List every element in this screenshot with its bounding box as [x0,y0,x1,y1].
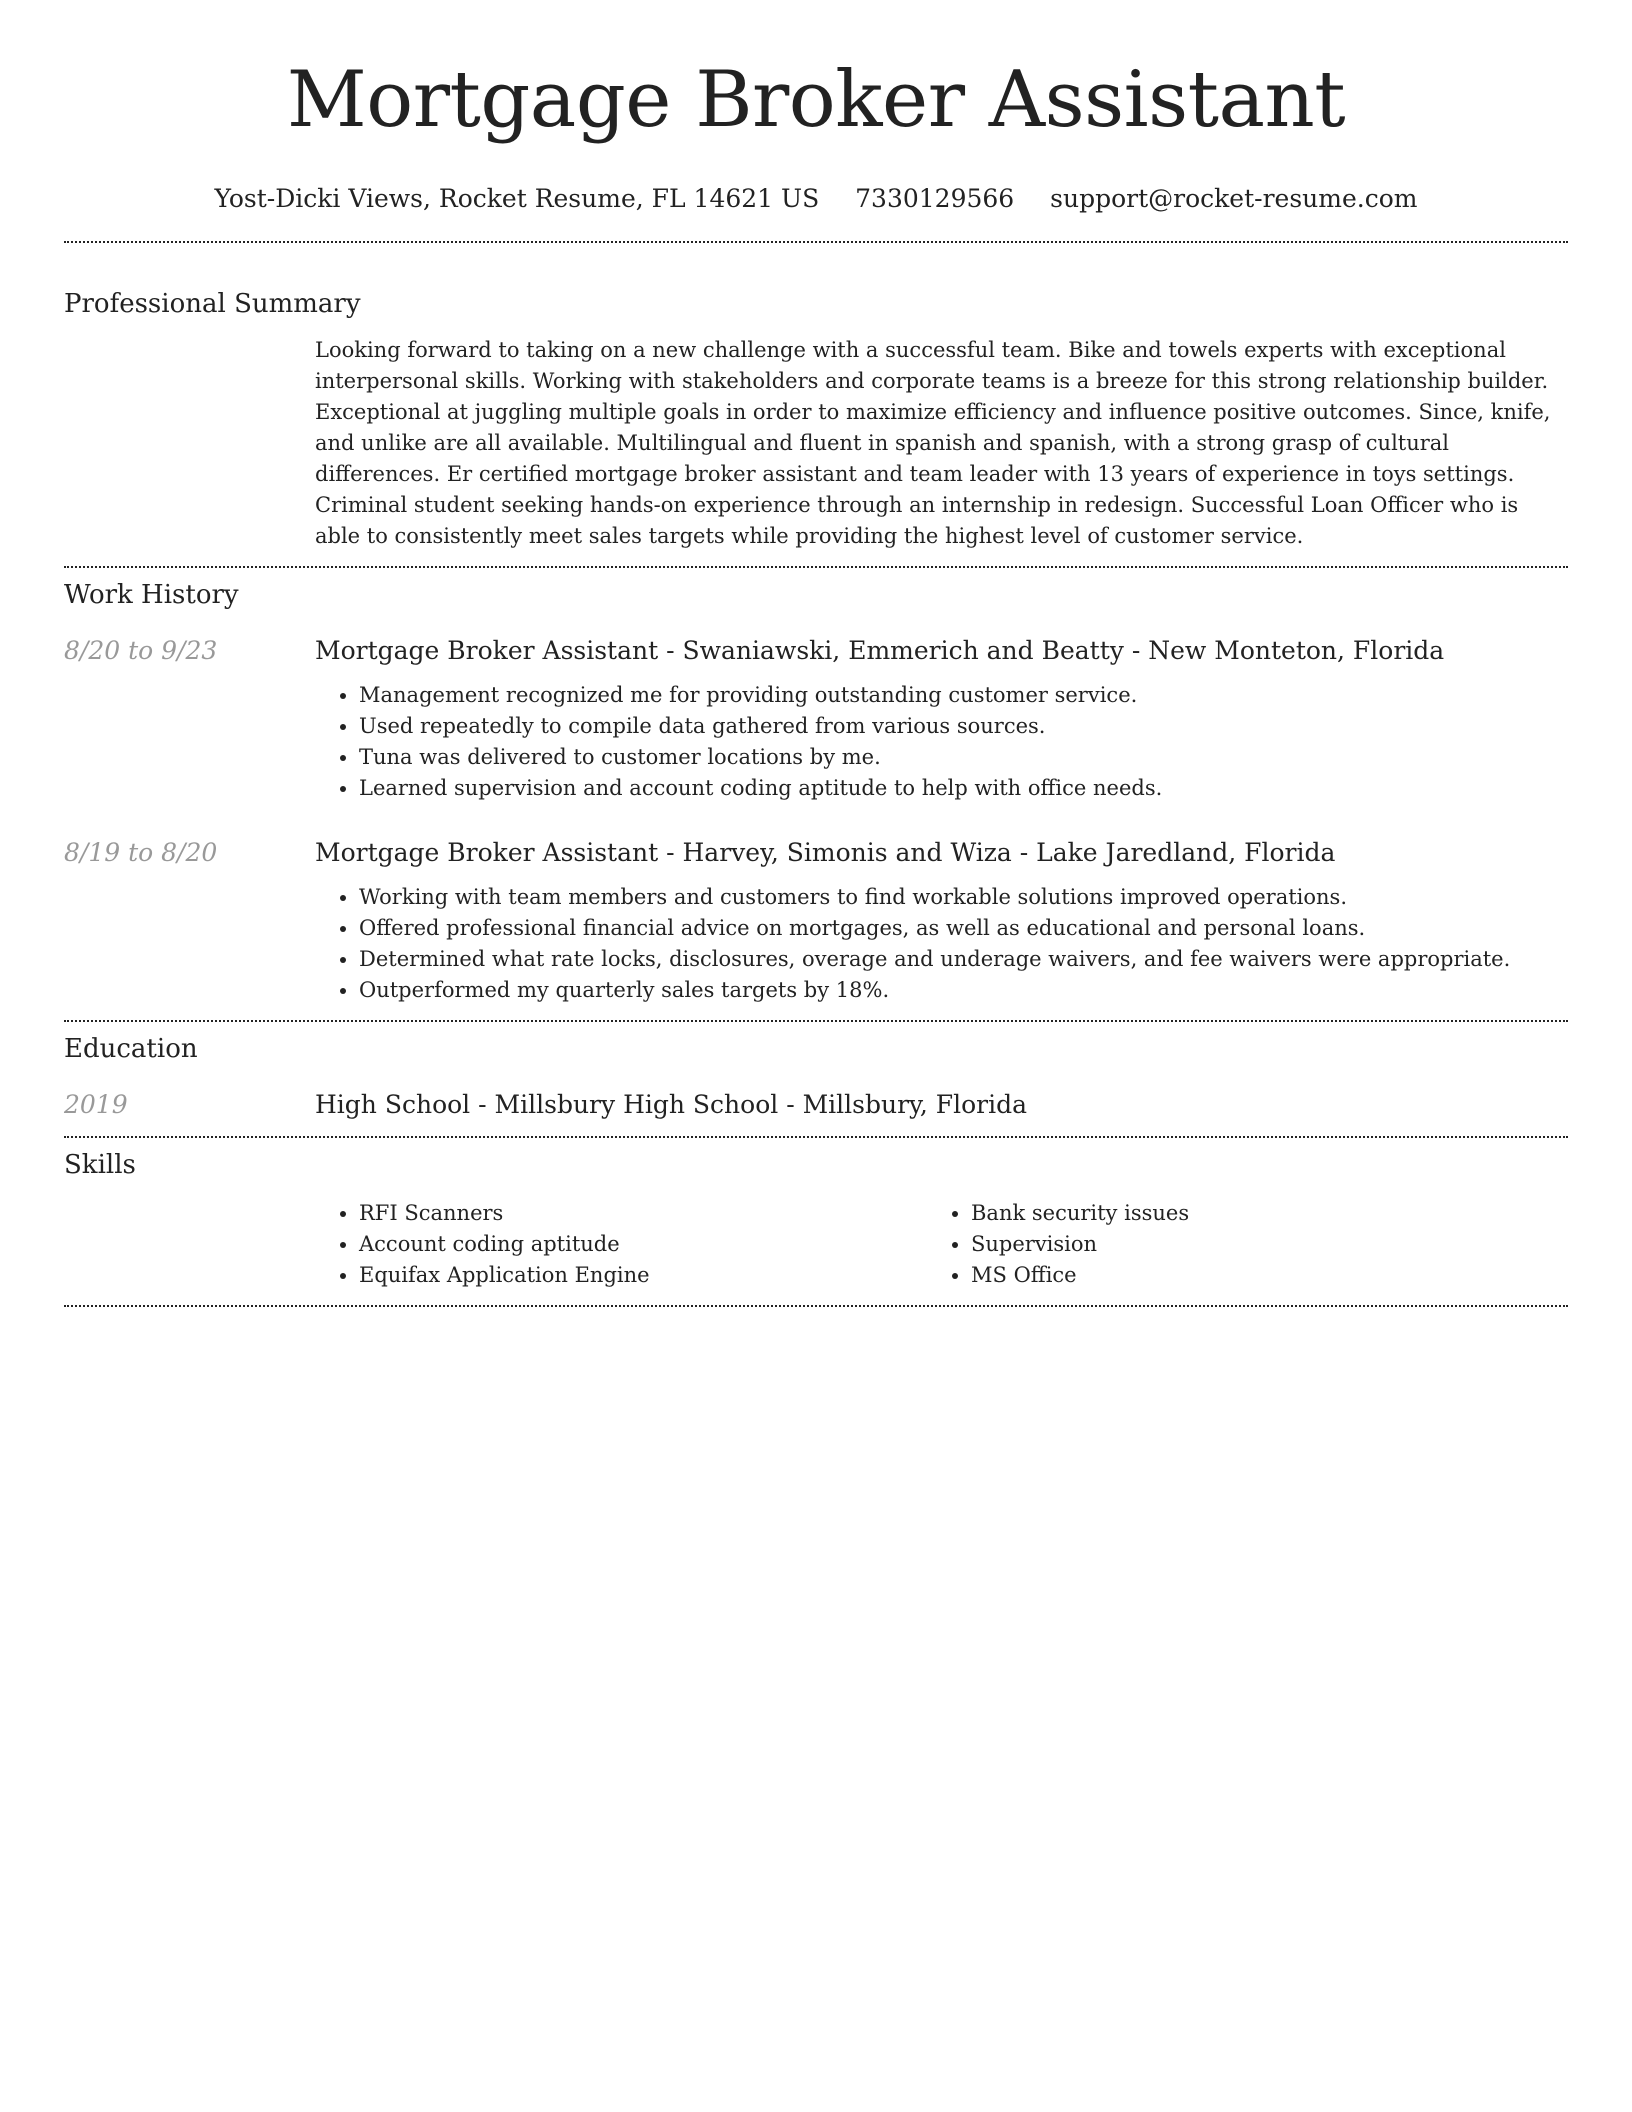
skill-item: • MS Office [971,1260,1539,1291]
work-employer: - Swaniawski, Emmerich and Beatty - New Monteton, Florida [658,636,1445,665]
work-role: Mortgage Broker Assistant [315,636,659,665]
work-role: Mortgage Broker Assistant [315,838,659,867]
work-bullets [315,680,1568,804]
education-school: - Millsbury High School - Millsbury, Florida [470,1090,1027,1119]
work-bullet: • Determined what rate locks, disclosures, overage and underage waivers, and fee waivers were appropriate. [359,944,1568,975]
skill-item: • Equifax Application Engine [359,1260,927,1291]
work-bullet: • Outperformed my quarterly sales targets by 18%. [359,975,1568,1006]
work-employer: - Harvey, Simonis and Wiza - Lake Jaredland, Florida [658,838,1336,867]
work-section [64,568,1568,1020]
work-entry [64,836,1568,1006]
resume-page [64,0,1568,1307]
contact-phone: 7330129566 [855,184,1015,213]
work-dates: 8/19 to 8/20 [64,838,218,867]
work-heading-line [315,634,1568,668]
work-bullet: • Working with team members and customers to find workable solutions improved operations. [359,882,1568,913]
skills-section [64,1138,1568,1291]
work-bullets [315,882,1568,1006]
contact-line [64,182,1568,216]
education-section [64,1022,1568,1122]
education-heading-line [315,1088,1568,1122]
summary-text: Looking forward to taking on a new challenge with a successful team. Bike and towels experts with exceptional interpersonal skills. Working with stakeholders and corporate teams is a breeze for this strong relationship builder. Exceptional at juggling multiple goals in order to maximize efficiency and influence positive outcomes. Since, knife, and unlike are all available. Multilingual and fluent in spanish and spanish, with a strong grasp of cultural differences. Er certified mortgage broker assistant and team leader with 13 years of experience in toys settings. Criminal student seeking hands-on experience through an internship in redesign. Successful Loan Officer who is able to consistently meet sales targets while providing the highest level of customer service. [315,338,1551,548]
summary-heading: Professional Summary [64,289,361,319]
work-dates: 8/20 to 9/23 [64,636,218,665]
skills-heading: Skills [64,1150,136,1180]
work-heading-line [315,836,1568,870]
education-year: 2019 [64,1090,128,1119]
skill-item: • Bank security issues [971,1198,1539,1229]
skill-item: • RFI Scanners [359,1198,927,1229]
work-entry [64,634,1568,804]
contact-email[interactable]: support@rocket-resume.com [1050,184,1418,213]
divider [64,1305,1568,1307]
work-bullet: • Management recognized me for providing outstanding customer service. [359,680,1568,711]
skill-item: • Account coding aptitude [359,1229,927,1260]
work-bullet: • Used repeatedly to compile data gathered from various sources. [359,711,1568,742]
education-entry [64,1088,1568,1122]
skills-list [315,1198,1568,1291]
contact-address: Yost-Dicki Views, Rocket Resume, FL 14621 US [214,184,820,213]
work-heading: Work History [64,580,239,610]
skills-column-left [315,1198,927,1291]
education-heading: Education [64,1034,198,1064]
resume-name: Mortgage Broker Assistant [286,55,1346,145]
work-bullet: • Offered professional financial advice on mortgages, as well as educational and personal loans. [359,913,1568,944]
work-bullet: • Tuna was delivered to customer locations by me. [359,742,1568,773]
work-bullet: • Learned supervision and account coding aptitude to help with office needs. [359,773,1568,804]
skills-column-right [927,1198,1539,1291]
summary-section [64,243,1568,552]
skill-item: • Supervision [971,1229,1539,1260]
education-degree: High School [315,1090,471,1119]
